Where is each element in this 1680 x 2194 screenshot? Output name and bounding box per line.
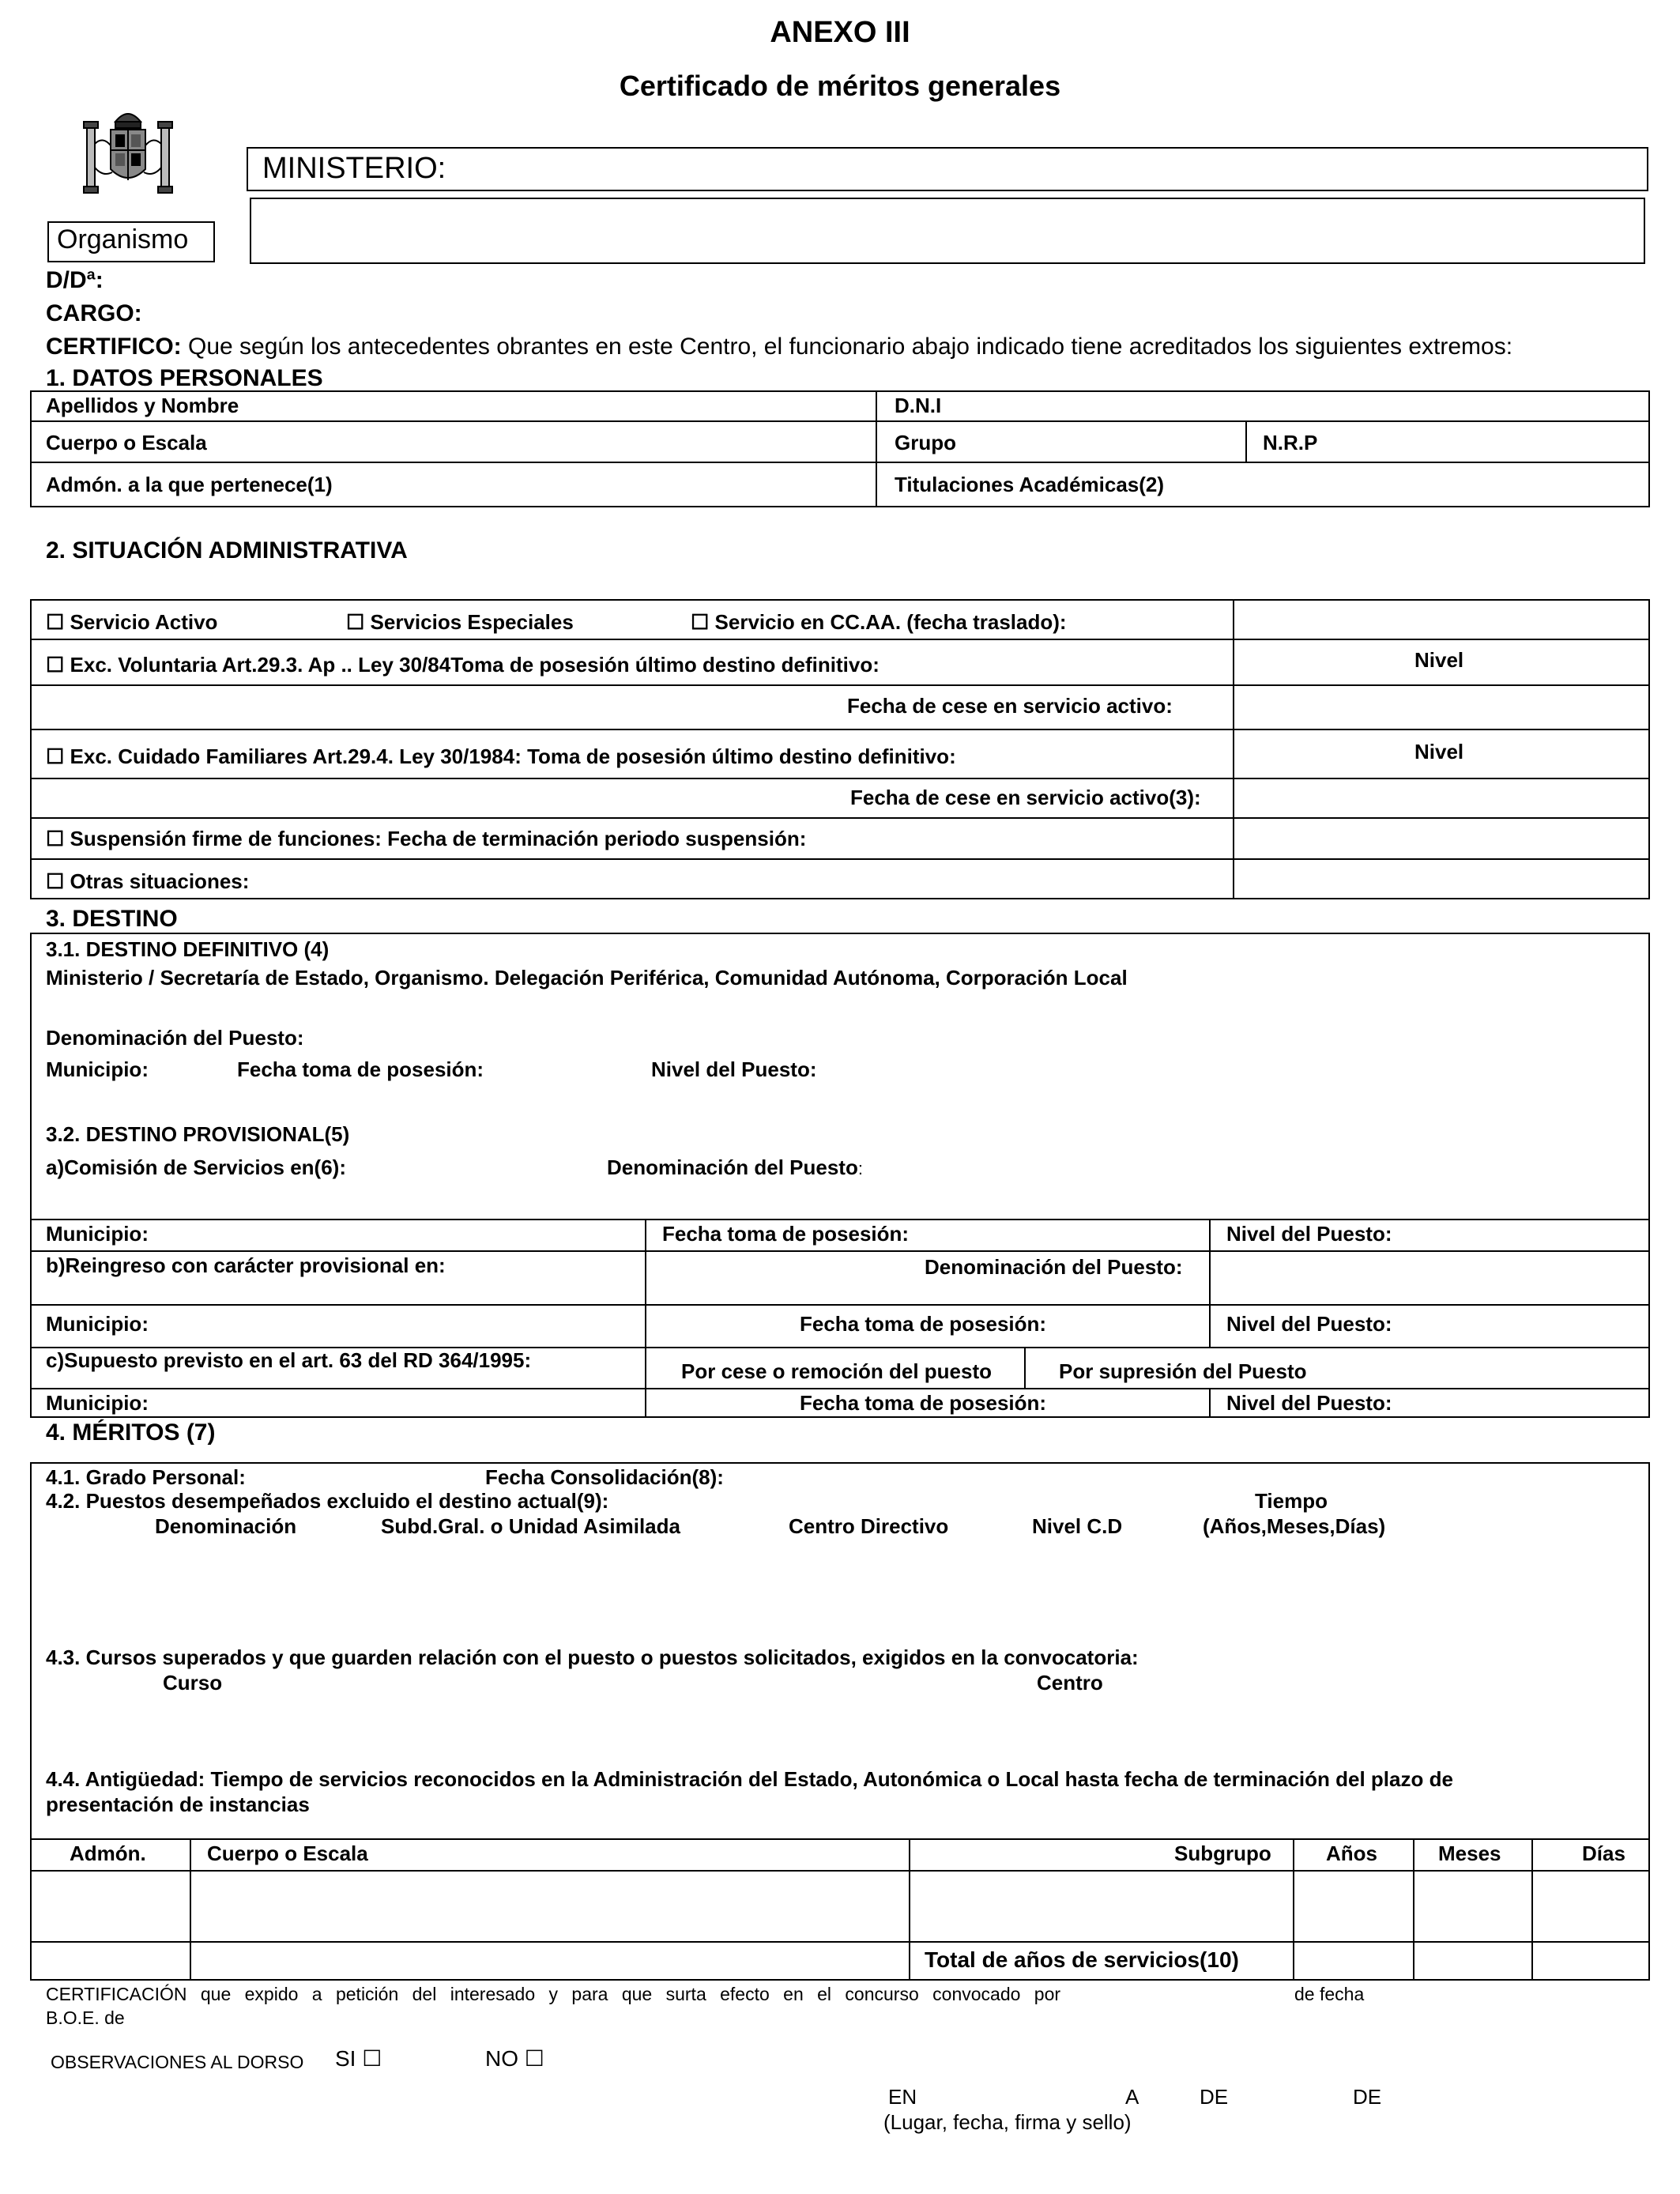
de-label-2: DE <box>1353 2085 1382 2109</box>
destino-definitivo-line: Ministerio / Secretaría de Estado, Organismo. Delegación Periférica, Comunidad Autónoma, Corporación Local <box>46 966 1128 990</box>
boe-label: B.O.E. de <box>46 2007 125 2028</box>
cursos-label: 4.3. Cursos superados y que guarden relación con el puesto o puestos solicitados, exigidos en la convocatoria: <box>46 1646 1139 1669</box>
otras-checkbox[interactable]: ☐ <box>46 869 65 893</box>
fecha-toma-3: Fecha toma de posesión: <box>800 1312 1047 1336</box>
ministerio-label: MINISTERIO: <box>262 152 446 185</box>
section-3-title: 3. DESTINO <box>46 906 178 932</box>
municipio-3: Municipio: <box>46 1312 149 1336</box>
otras-row <box>46 869 249 894</box>
nivel-label-1: Nivel <box>1414 648 1464 672</box>
exc-voluntaria-checkbox[interactable]: ☐ <box>46 653 65 677</box>
por-supresion-label: Por supresión del Puesto <box>1059 1359 1307 1383</box>
fecha-toma-2: Fecha toma de posesión: <box>662 1222 910 1246</box>
cuerpo-label: Cuerpo o Escala <box>46 431 207 454</box>
en-label: EN <box>888 2085 917 2109</box>
fecha-cese-label: Fecha de cese en servicio activo: <box>847 694 1173 718</box>
section-4-title: 4. MÉRITOS (7) <box>46 1419 216 1446</box>
puestos-label: 4.2. Puestos desempeñados excluido el destino actual(9): <box>46 1489 609 1513</box>
dni-label: D.N.I <box>895 394 942 417</box>
suspension-checkbox[interactable]: ☐ <box>46 827 65 850</box>
denominacion-puesto-3: Denominación del Puesto: <box>925 1255 1183 1279</box>
nrp-label: N.R.P <box>1263 431 1318 454</box>
a-label: A <box>1125 2085 1139 2109</box>
servicio-ccaa-label: Servicio en CC.AA. (fecha traslado): <box>714 610 1067 634</box>
subd-col: Subd.Gral. o Unidad Asimilada <box>381 1514 680 1538</box>
th-cuerpo: Cuerpo o Escala <box>207 1842 368 1865</box>
fecha-cese3-label: Fecha de cese en servicio activo(3): <box>850 786 1201 809</box>
municipio-2: Municipio: <box>46 1222 149 1246</box>
si-checkbox[interactable]: SI ☐ <box>335 2046 382 2071</box>
fecha-consolidacion-label: Fecha Consolidación(8): <box>485 1465 724 1489</box>
centro-col: Centro <box>1037 1671 1103 1695</box>
amd-col: (Años,Meses,Días) <box>1203 1514 1386 1538</box>
observaciones-label: OBSERVACIONES AL DORSO <box>51 2052 304 2072</box>
centro-directivo-col: Centro Directivo <box>789 1514 949 1538</box>
certifico-line <box>46 334 1512 360</box>
de-label-1: DE <box>1200 2085 1229 2109</box>
exc-cuidado-checkbox[interactable]: ☐ <box>46 745 65 768</box>
no-checkbox[interactable]: NO ☐ <box>485 2046 544 2071</box>
otras-label: Otras situaciones: <box>70 869 250 893</box>
nivel-puesto-4: Nivel del Puesto: <box>1226 1391 1392 1415</box>
comision-label: a)Comisión de Servicios en(6): <box>46 1155 346 1179</box>
denominacion-puesto-2-label: Denominación del Puesto <box>607 1155 858 1179</box>
organismo-field[interactable] <box>250 198 1645 264</box>
dd-label: D/Dª: <box>46 267 104 293</box>
certificacion-line: CERTIFICACIÓN que expido a petición del interesado y para que surta efecto en el concurso convocado por <box>46 1984 1061 2004</box>
antiguedad-line-1: 4.4. Antigüedad: Tiempo de servicios reconocidos en la Administración del Estado, Autonómica o Local hasta fecha de terminación del plazo de <box>46 1767 1453 1791</box>
servicios-especiales-label: Servicios Especiales <box>370 610 574 634</box>
nivel-puesto-3: Nivel del Puesto: <box>1226 1312 1392 1336</box>
grupo-label: Grupo <box>895 431 956 454</box>
fecha-toma-4: Fecha toma de posesión: <box>800 1391 1047 1415</box>
certifico-label: CERTIFICO: <box>46 334 182 360</box>
cargo-label: CARGO: <box>46 300 142 326</box>
supuesto-label: c)Supuesto previsto en el art. 63 del RD 364/1995: <box>46 1348 532 1372</box>
ministerio-box[interactable] <box>247 147 1648 191</box>
admon-label: Admón. a la que pertenece(1) <box>46 473 333 496</box>
curso-col: Curso <box>163 1671 223 1695</box>
certifico-text: Que según los antecedentes obrantes en este Centro, el funcionario abajo indicado tiene acreditados los siguientes extremos: <box>181 334 1513 360</box>
suspension-row <box>46 827 806 851</box>
destino-definitivo-title: 3.1. DESTINO DEFINITIVO (4) <box>46 937 330 961</box>
destino-provisional-title: 3.2. DESTINO PROVISIONAL(5) <box>46 1122 350 1146</box>
municipio-4: Municipio: <box>46 1391 149 1415</box>
servicio-activo-label: Servicio Activo <box>70 610 218 634</box>
servicio-ccaa-checkbox[interactable]: ☐ <box>691 610 710 634</box>
denominacion-colon: : <box>857 1159 863 1178</box>
exc-cuidado-row <box>46 745 956 769</box>
organismo-label: Organismo <box>57 224 189 254</box>
nivel-label-2: Nivel <box>1414 740 1464 763</box>
lugar-fecha-label: (Lugar, fecha, firma y sello) <box>883 2110 1132 2134</box>
servicio-activo-checkbox[interactable]: ☐ <box>46 610 65 634</box>
servicio-activo-row <box>46 610 217 635</box>
de-fecha: de fecha <box>1294 1984 1365 2004</box>
total-anos-label: Total de años de servicios(10) <box>925 1947 1239 1972</box>
suspension-label: Suspensión firme de funciones: Fecha de terminación periodo suspensión: <box>70 827 807 850</box>
coat-of-arms-icon <box>81 104 175 202</box>
nivel-cd-col: Nivel C.D <box>1032 1514 1123 1538</box>
exc-voluntaria-label: Exc. Voluntaria Art.29.3. Ap .. Ley 30/84Toma de posesión último destino definitivo: <box>70 653 880 677</box>
reingreso-label: b)Reingreso con carácter provisional en: <box>46 1253 446 1277</box>
nivel-puesto-2: Nivel del Puesto: <box>1226 1222 1392 1246</box>
antiguedad-line-2: presentación de instancias <box>46 1793 310 1816</box>
section-1-title: 1. DATOS PERSONALES <box>46 365 323 391</box>
por-cese-label: Por cese o remoción del puesto <box>681 1359 992 1383</box>
grado-label: 4.1. Grado Personal: <box>46 1465 246 1489</box>
exc-cuidado-label: Exc. Cuidado Familiares Art.29.4. Ley 30/1984: Toma de posesión último destino definitivo: <box>70 745 956 768</box>
denominacion-puesto-1: Denominación del Puesto: <box>46 1026 304 1050</box>
apellidos-label: Apellidos y Nombre <box>46 394 239 417</box>
fecha-toma-1: Fecha toma de posesión: <box>237 1057 484 1081</box>
th-dias: Días <box>1582 1842 1625 1865</box>
municipio-1: Municipio: <box>46 1057 149 1081</box>
denominacion-col: Denominación <box>155 1514 297 1538</box>
titulaciones-label: Titulaciones Académicas(2) <box>895 473 1165 496</box>
servicios-especiales-checkbox[interactable]: ☐ <box>346 610 365 634</box>
th-meses: Meses <box>1438 1842 1501 1865</box>
tiempo-label: Tiempo <box>1255 1489 1328 1513</box>
servicio-ccaa-row <box>691 610 1067 635</box>
th-anos: Años <box>1326 1842 1377 1865</box>
servicios-especiales-row <box>346 610 574 635</box>
denominacion-puesto-2 <box>607 1155 863 1180</box>
page-title: Certificado de méritos generales <box>619 70 1061 102</box>
meritos-box <box>30 1462 1650 1981</box>
th-subgrupo: Subgrupo <box>1174 1842 1271 1865</box>
section-2-title: 2. SITUACIÓN ADMINISTRATIVA <box>46 537 408 564</box>
annex-title: ANEXO III <box>770 16 910 49</box>
th-admon: Admón. <box>70 1842 146 1865</box>
exc-voluntaria-row <box>46 653 880 677</box>
nivel-puesto-1: Nivel del Puesto: <box>651 1057 817 1081</box>
